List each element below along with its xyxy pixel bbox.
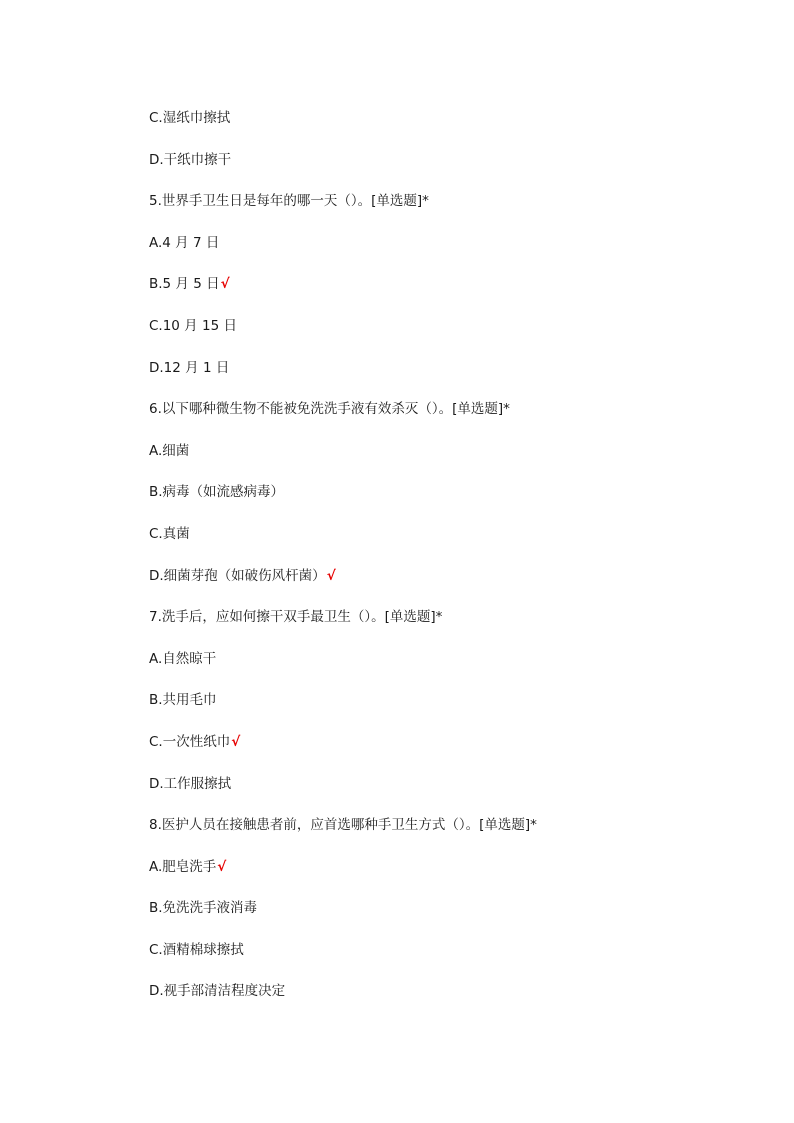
option-text: A.细菌 [149, 442, 190, 459]
option-text: D.工作服擦拭 [149, 775, 232, 792]
question-text: 5.世界手卫生日是每年的哪一天（）。[单选题]* [149, 193, 429, 210]
option-line [149, 566, 749, 608]
option-line [149, 690, 749, 732]
option-line [149, 274, 749, 316]
option-text: A.4 月 7 日 [149, 234, 220, 251]
option-text: B.免洗洗手液消毒 [149, 900, 258, 917]
option-line [149, 150, 749, 192]
option-text: C.真菌 [149, 525, 190, 542]
option-text: A.肥皂洗手 [149, 858, 217, 875]
option-line [149, 524, 749, 566]
option-text: B.病毒（如流感病毒） [149, 484, 285, 501]
question-text: 6.以下哪种微生物不能被免洗洗手液有效杀灭（）。[单选题]* [149, 401, 510, 418]
option-line [149, 857, 749, 899]
question-text: 8.医护人员在接触患者前，应首选哪种手卫生方式（）。[单选题]* [149, 817, 537, 834]
check-mark: √ [217, 858, 227, 875]
option-text: D.干纸巾擦干 [149, 151, 232, 168]
check-mark: √ [231, 733, 241, 750]
option-line [149, 316, 749, 358]
question-text: 7.洗手后，应如何擦干双手最卫生（）。[单选题]* [149, 609, 443, 626]
option-text: B.共用毛巾 [149, 692, 217, 709]
option-line [149, 649, 749, 691]
option-text: C.酒精棉球擦拭 [149, 941, 244, 958]
option-text: A.自然晾干 [149, 650, 217, 667]
option-text: C.湿纸巾擦拭 [149, 110, 231, 126]
option-line [149, 940, 749, 982]
question-line [149, 399, 749, 441]
option-line [149, 981, 749, 1023]
option-line [149, 441, 749, 483]
option-line [149, 108, 749, 150]
option-line [149, 732, 749, 774]
question-line [149, 607, 749, 649]
option-line [149, 774, 749, 816]
option-text: D.细菌芽孢（如破伤风杆菌） [149, 567, 326, 584]
check-mark: √ [326, 567, 336, 584]
option-line [149, 482, 749, 524]
question-line [149, 815, 749, 857]
option-text: B.5 月 5 日 [149, 276, 220, 293]
document-page [149, 108, 749, 1023]
check-mark: √ [220, 276, 230, 293]
option-line [149, 358, 749, 400]
option-text: D.视手部清洁程度决定 [149, 983, 286, 1000]
option-line [149, 233, 749, 275]
option-text: C.一次性纸巾 [149, 733, 231, 750]
option-text: C.10 月 15 日 [149, 317, 237, 334]
option-line [149, 898, 749, 940]
question-line [149, 191, 749, 233]
option-text: D.12 月 1 日 [149, 359, 230, 376]
